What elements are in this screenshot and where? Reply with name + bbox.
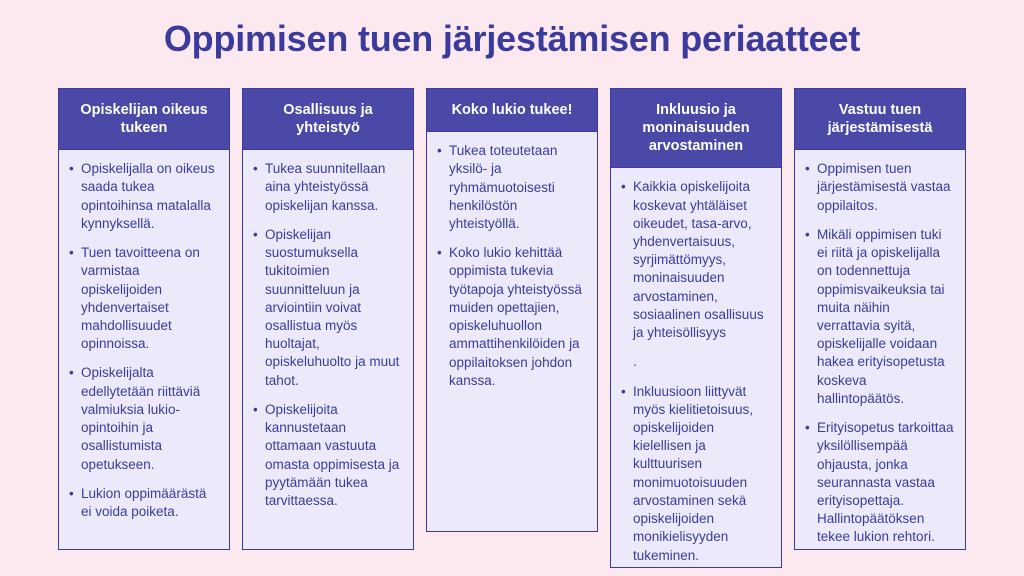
column-header: Vastuu tuen järjestämisestä xyxy=(794,88,966,150)
column-header: Inkluusio ja moninaisuuden arvostaminen xyxy=(610,88,782,168)
list-item: • Oppimisen tuen järjestämisestä vastaa oppilaitos. xyxy=(803,160,955,215)
columns-container xyxy=(58,88,966,568)
list-item: • Tukea toteutetaan yksilö- ja ryhmämuotoisesti henkilöstön yhteistyöllä. xyxy=(435,142,587,233)
column-header: Koko lukio tukee! xyxy=(426,88,598,132)
bullet-list xyxy=(619,178,771,564)
column-osallisuus-ja-yhteistyo xyxy=(242,88,414,568)
column-body xyxy=(242,150,414,550)
list-item: • Opiskelijan suostumuksella tukitoimien suunnitteluun ja arviointiin voivat osallistua myös huoltajat, opiskeluhuolto ja muut tahot. xyxy=(251,226,403,390)
list-item: • Tukea suunnitellaan aina yhteistyössä opiskelijan kanssa. xyxy=(251,160,403,215)
bullet-list xyxy=(803,160,955,546)
list-item: . xyxy=(633,354,637,370)
list-item: • Inkluusioon liittyvät myös kielitietoisuus, opiskelijoiden kielellisen ja kulttuurisen monimuotoisuuden arvostaminen sekä opiskelijoiden monikielisyyden tukeminen. xyxy=(619,383,771,565)
column-body xyxy=(426,132,598,532)
column-header: Opiskelijan oikeus tukeen xyxy=(58,88,230,150)
column-body xyxy=(794,150,966,550)
page-title: Oppimisen tuen järjestämisen periaatteet xyxy=(163,18,861,59)
list-item: • Koko lukio kehittää oppimista tukevia työtapoja yhteistyössä muiden opettajien, opiskeluhuollon ammattihenkilöiden ja oppilaitoksen johdon kanssa. xyxy=(435,244,587,390)
bullet-list xyxy=(435,142,587,390)
column-header: Osallisuus ja yhteistyö xyxy=(242,88,414,150)
list-item: • Erityisopetus tarkoittaa yksilöllisempää ohjausta, jonka seurannasta vastaa erityisopettaja. Hallintopäätöksen tekee lukion rehtori. xyxy=(803,419,955,547)
column-opiskelijan-oikeus-tukeen xyxy=(58,88,230,568)
column-inkluusio-ja-moninaisuuden-arvostaminen xyxy=(610,88,782,568)
column-vastuu-tuen-jarjestamisesta xyxy=(794,88,966,568)
list-item: • Tuen tavoitteena on varmistaa opiskelijoiden yhdenvertaiset mahdollisuudet opinnoissa. xyxy=(67,244,219,353)
bullet-list xyxy=(67,160,219,521)
list-item: • Kaikkia opiskelijoita koskevat yhtäläiset oikeudet, tasa-arvo, yhdenvertaisuus, syrjimättömyys, moninaisuuden arvostaminen, sosiaalinen osallisuus ja yhteisöllisyys xyxy=(619,178,771,342)
column-body xyxy=(610,168,782,568)
list-item: • Lukion oppimäärästä ei voida poiketa. xyxy=(67,485,219,521)
column-body xyxy=(58,150,230,550)
column-koko-lukio-tukee xyxy=(426,88,598,568)
list-item: • Opiskelijoita kannustetaan ottamaan vastuuta omasta oppimisesta ja pyytämään tukea tarvittaessa. xyxy=(251,401,403,510)
list-item: • Opiskelijalla on oikeus saada tukea opintoihinsa matalalla kynnyksellä. xyxy=(67,160,219,233)
list-item: • Opiskelijalta edellytetään riittäviä valmiuksia lukio-opintoihin ja osallistumista opetukseen. xyxy=(67,364,219,473)
list-item: • Mikäli oppimisen tuki ei riitä ja opiskelijalla on todennettuja oppimisvaikeuksia tai muita näihin verrattavia syitä, opiskelijalle voidaan hakea erityisopetusta koskeva hallintopäätös. xyxy=(803,226,955,408)
bullet-list xyxy=(251,160,403,510)
